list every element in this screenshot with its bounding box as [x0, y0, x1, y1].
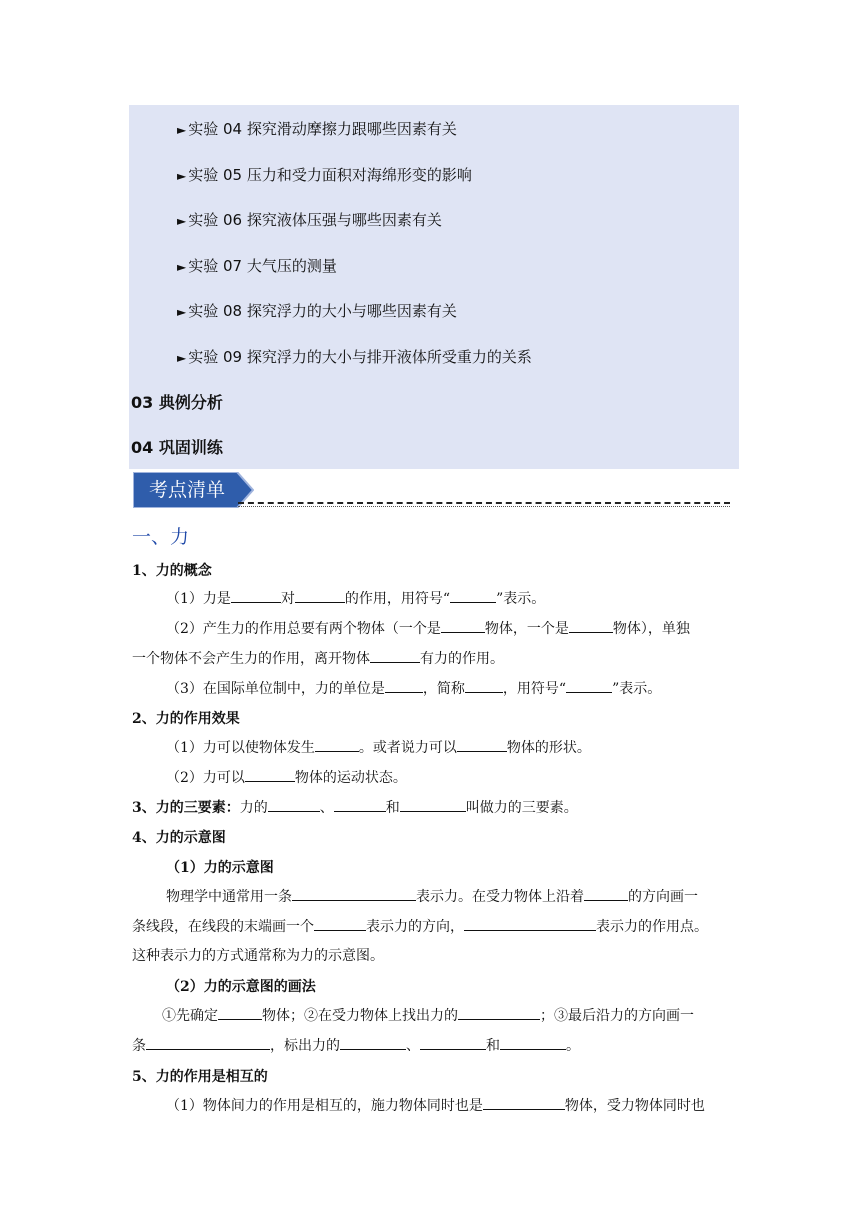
paragraph-line: （2）力可以 物体的运动状态。	[166, 767, 407, 788]
section-title: 5、力的作用是相互的	[132, 1069, 268, 1085]
toc-item-experiment-04[interactable]: ► 实验 04 探究滑动摩擦力跟哪些因素有关	[177, 120, 457, 138]
toc-item-experiment-05[interactable]: ► 实验 05 压力和受力面积对海绵形变的影响	[177, 166, 472, 184]
paragraph-line: 物理学中通常用一条 表示力。在受力物体上沿着 的方向画一	[166, 886, 698, 907]
triangle-bullet-icon: ►	[177, 305, 187, 319]
paragraph-line: 条 ，标出力的 、 和 。	[132, 1035, 580, 1056]
paragraph-line: ①先确定 物体；②在受力物体上找出力的 ；③最后沿力的方向画一	[162, 1005, 694, 1026]
toc-item-experiment-07[interactable]: ► 实验 07 大气压的测量	[177, 257, 337, 275]
paragraph-line: 3、力的三要素：力的 、 和 叫做力的三要素。	[132, 797, 578, 818]
paragraph-line: （1）物体间力的作用是相互的，施力物体同时也是 物体，受力物体同时也	[166, 1095, 705, 1116]
toc-section-practice[interactable]: 04 巩固训练	[131, 438, 223, 457]
paragraph-line: 这种表示力的方式通常称为力的示意图。	[132, 948, 384, 964]
paragraph-line: （3）在国际单位制中，力的单位是 ，简称 ，用符号“ ”表示。	[166, 678, 661, 699]
subsection-title: （1）力的示意图	[166, 860, 274, 876]
triangle-bullet-icon: ►	[177, 123, 187, 137]
banner-label: 考点清单	[148, 479, 225, 501]
toc-item-experiment-06[interactable]: ► 实验 06 探究液体压强与哪些因素有关	[177, 211, 442, 229]
triangle-bullet-icon: ►	[177, 169, 187, 183]
section-title: 4、力的示意图	[132, 830, 226, 846]
divider-line	[238, 502, 730, 504]
paragraph-line: 一个物体不会产生力的作用，离开物体 有力的作用。	[132, 648, 504, 669]
subsection-title: （2）力的示意图的画法	[166, 979, 316, 995]
section-title: 2、力的作用效果	[132, 711, 240, 727]
divider-line	[238, 506, 730, 507]
toc-item-experiment-08[interactable]: ► 实验 08 探究浮力的大小与哪些因素有关	[177, 302, 457, 320]
section-title: 3、力的三要素：	[132, 800, 240, 816]
triangle-bullet-icon: ►	[177, 214, 187, 228]
table-of-contents	[129, 105, 739, 469]
triangle-bullet-icon: ►	[177, 351, 187, 365]
chapter-heading: 一、力	[132, 526, 190, 548]
paragraph-line: （1）力可以使物体发生 。或者说力可以 物体的形状。	[166, 737, 591, 758]
paragraph-line: （2）产生力的作用总要有两个物体（一个是 物体，一个是 物体），单独	[166, 618, 690, 639]
paragraph-line: （1）力是 对 的作用，用符号“ ”表示。	[166, 588, 545, 609]
section-title: 1、力的概念	[132, 563, 212, 579]
triangle-bullet-icon: ►	[177, 260, 187, 274]
toc-section-examples[interactable]: 03 典例分析	[131, 393, 223, 412]
paragraph-line: 条线段，在线段的末端画一个 表示力的方向， 表示力的作用点。	[132, 916, 708, 937]
section-banner	[133, 472, 254, 508]
toc-item-experiment-09[interactable]: ► 实验 09 探究浮力的大小与排开液体所受重力的关系	[177, 348, 532, 366]
